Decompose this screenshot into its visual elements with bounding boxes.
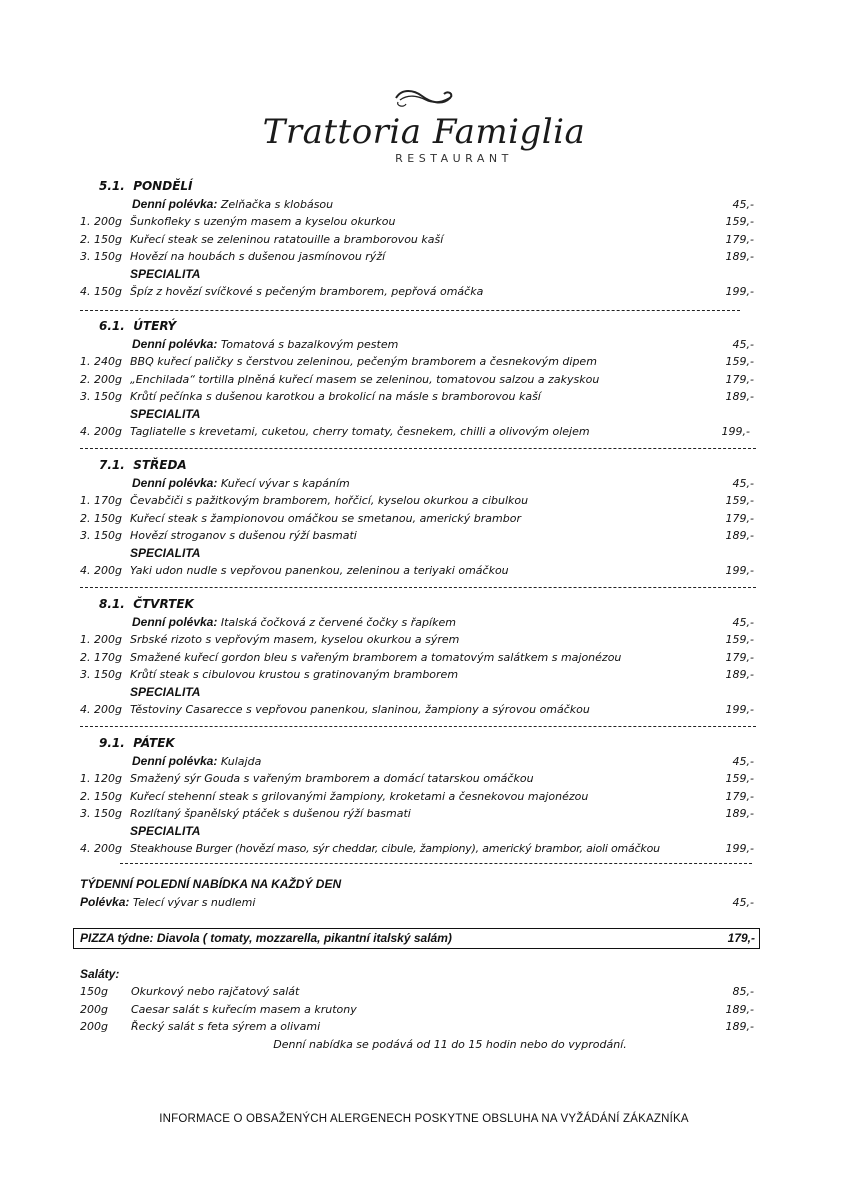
day-heading: 9.1. PÁTEK (99, 736, 175, 750)
section-divider (80, 587, 756, 588)
day-section-friday (80, 735, 760, 858)
menu-item: 3. 150g Krůtí steak s cibulovou krustou s gratinovaným bramborem 189,- (80, 668, 754, 681)
salad-item: 150g Okurkový nebo rajčatový salát 85,- (80, 985, 754, 998)
special-label: SPECIALITA (130, 823, 201, 838)
allergen-notice: INFORMACE O OBSAŽENÝCH ALERGENECH POSKYTNE OBSLUHA NA VYŽÁDÁNÍ ZÁKAZNÍKA (159, 1113, 689, 1125)
day-heading: 6.1. ÚTERÝ (99, 319, 177, 333)
daily-soup: Denní polévka: Zelňačka s klobásou 45,- (132, 196, 754, 211)
menu-item: 2. 150g Kuřecí stehenní steak s grilovanými žampiony, kroketami a česnekovou majonézou 179,- (80, 789, 754, 803)
menu-item: 3. 150g Krůtí pečínka s dušenou karotkou a brokolicí na másle s bramborovou kaší 189,- (80, 390, 754, 403)
menu-item: 2. 200g „Enchilada“ tortilla plněná kuřecí masem se zeleninou, tomatovou salzou a zakyskou 179,- (80, 372, 754, 386)
section-divider (120, 863, 752, 864)
menu-item: 1. 120g Smažený sýr Gouda s vařeným bramborem a domácí tatarskou omáčkou 159,- (80, 772, 754, 785)
day-heading: 5.1. PONDĚLÍ (99, 179, 193, 193)
menu-item: 1. 200g Srbské rizoto s vepřovým masem, kyselou okurkou a sýrem 159,- (80, 633, 754, 646)
special-item: 4. 200g Těstoviny Casarecce s vepřovou panenkou, slaninou, žampiony a sýrovou omáčkou 199,- (80, 703, 754, 716)
special-label: SPECIALITA (130, 266, 201, 281)
daily-soup: Denní polévka: Kulajda 45,- (132, 753, 754, 768)
special-item: 4. 200g Yaki udon nudle s vepřovou panenkou, zeleninou a teriyaki omáčkou 199,- (80, 564, 754, 577)
special-label: SPECIALITA (130, 545, 201, 560)
day-section-monday (80, 178, 760, 301)
salads-heading: Saláty: (80, 967, 120, 981)
special-item: 4. 150g Špíz z hovězí svíčkové s pečeným bramborem, pepřová omáčka 199,- (80, 285, 754, 298)
day-section-tuesday (80, 318, 760, 441)
section-divider (80, 310, 740, 311)
menu-item: 3. 150g Rozlítaný španělský ptáček s dušenou rýží basmati 189,- (80, 807, 754, 820)
special-label: SPECIALITA (130, 406, 201, 421)
section-divider (80, 726, 756, 727)
menu-item: 2. 170g Smažené kuřecí gordon bleu s vařeným bramborem a tomatovým salátkem s majonézou 179,- (80, 650, 754, 664)
flourish-ornament-icon (392, 86, 456, 110)
salad-item: 200g Caesar salát s kuřecím masem a krutony 189,- (80, 1002, 754, 1016)
special-label: SPECIALITA (130, 684, 201, 699)
weekly-soup: Polévka: Telecí vývar s nudlemi 45,- (80, 894, 754, 909)
menu-item: 3. 150g Hovězí na houbách s dušenou jasmínovou rýží 189,- (80, 250, 754, 263)
menu-item: 1. 200g Šunkofleky s uzeným masem a kyselou okurkou 159,- (80, 215, 754, 228)
daily-soup: Denní polévka: Kuřecí vývar s kapáním 45,- (132, 475, 754, 490)
weekly-offer (80, 876, 760, 911)
restaurant-subtitle: RESTAURANT (395, 152, 513, 165)
salad-item: 200g Řecký salát s feta sýrem a olivami 189,- (80, 1020, 754, 1033)
day-heading: 7.1. STŘEDA (99, 458, 187, 472)
day-heading: 8.1. ČTVRTEK (99, 597, 194, 611)
pizza-of-the-week: PIZZA týdne: Diavola ( tomaty, mozzarella, pikantní italský salám) 179,- (73, 928, 760, 949)
daily-soup: Denní polévka: Italská čočková z červené čočky s řapíkem 45,- (132, 614, 754, 629)
day-section-thursday (80, 596, 760, 719)
menu-item: 1. 170g Čevabčiči s pažitkovým bramborem, hořčicí, kyselou okurkou a cibulkou 159,- (80, 494, 754, 507)
special-item: 4. 200g Tagliatelle s krevetami, cuketou, cherry tomaty, česnekem, chilli a olivovým olejem 199,- (80, 425, 750, 438)
menu-item: 1. 240g BBQ kuřecí paličky s čerstvou zeleninou, pečeným bramborem a česnekovým dipem 159,- (80, 355, 754, 368)
menu-item: 2. 150g Kuřecí steak s žampionovou omáčkou se smetanou, americký brambor 179,- (80, 511, 754, 525)
serving-hours-note: Denní nabídka se podává od 11 do 15 hodin nebo do vyprodání. (273, 1037, 627, 1051)
restaurant-logo (0, 86, 848, 165)
restaurant-name: Trattoria Famiglia (262, 112, 586, 152)
menu-item: 3. 150g Hovězí stroganov s dušenou rýží basmati 189,- (80, 529, 754, 542)
section-divider (80, 448, 756, 449)
weekly-heading: TÝDENNÍ POLEDNÍ NABÍDKA NA KAŽDÝ DEN (80, 877, 342, 891)
day-section-wednesday (80, 457, 760, 580)
salads-section (80, 965, 760, 1053)
special-item: 4. 200g Steakhouse Burger (hovězí maso, sýr cheddar, cibule, žampiony), americký brambor, aioli omáčkou 199,- (80, 842, 754, 855)
daily-soup: Denní polévka: Tomatová s bazalkovým pestem 45,- (132, 336, 754, 351)
menu-item: 2. 150g Kuřecí steak se zeleninou ratatouille a bramborovou kaší 179,- (80, 232, 754, 246)
